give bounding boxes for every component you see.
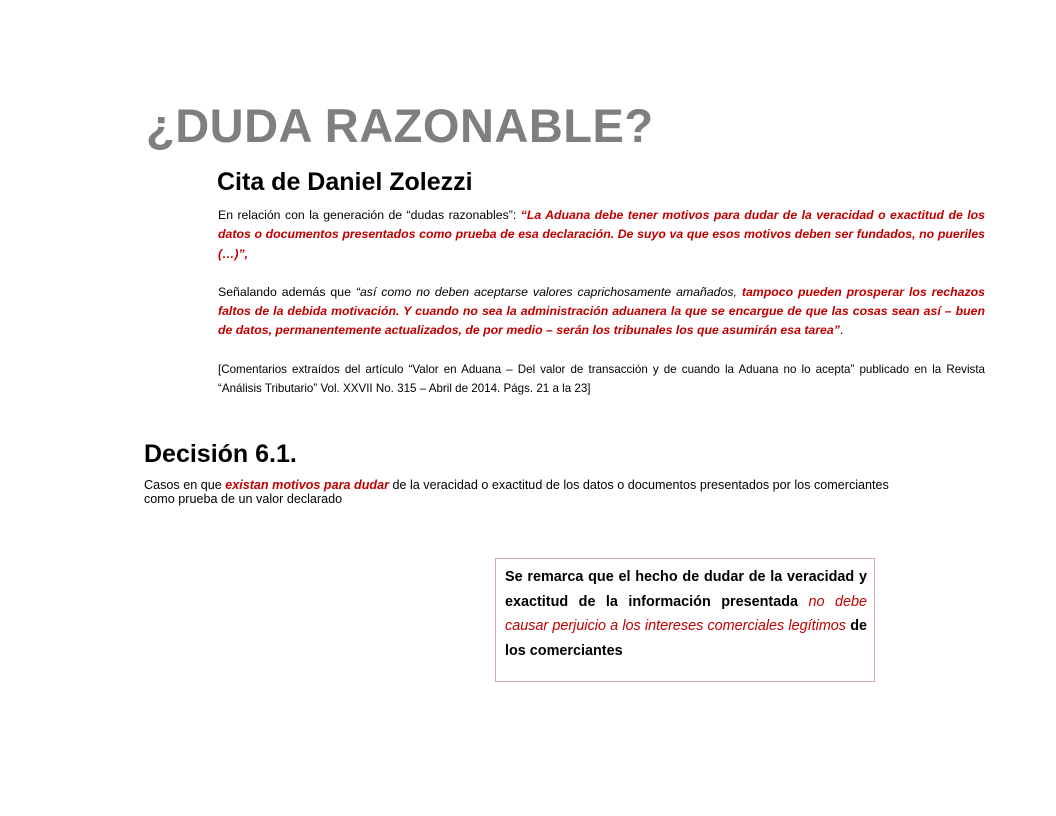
note-text bbox=[505, 565, 867, 663]
decision-text-before: Casos en que bbox=[144, 478, 226, 492]
decision-text-highlight: existan motivos para dudar bbox=[225, 478, 389, 492]
citation-paragraph-1 bbox=[218, 206, 985, 264]
citation-paragraph-2-quote-plain: “así como no deben aceptarse valores caprichosamente amañados, bbox=[355, 284, 742, 299]
citation-block bbox=[218, 206, 985, 398]
citation-paragraph-2-quote-red: tampoco pueden prosperar los rechazos faltos de la debida motivación. Y cuando no sea la administración aduanera la que se encargue de que las cosas sean así – buen de datos, permanentemente actualizados, de por medio – serán los tribunales los que asumirán esa tarea” bbox=[218, 284, 985, 338]
page-title: ¿DUDA RAZONABLE? bbox=[146, 99, 654, 152]
note-text-highlight: no debe causar perjuicio a los intereses comerciales legítimos bbox=[505, 593, 867, 634]
citation-paragraph-2-intro: Señalando además que bbox=[218, 284, 356, 299]
decision-text bbox=[144, 478, 914, 506]
paragraph-spacer bbox=[218, 341, 985, 360]
citation-reference: [Comentarios extraídos del artículo “Valor en Aduana – Del valor de transacción y de cuando la Aduana no lo acepta” publicado en la Revista “Análisis Tributario” Vol. XXVII No. 315 – Abril de 2014. Págs. 21 a la 23] bbox=[218, 362, 985, 396]
paragraph-spacer bbox=[218, 264, 985, 283]
decision-heading: Decisión 6.1. bbox=[144, 440, 297, 468]
citation-paragraph-1-quote: “La Aduana debe tener motivos para dudar de la veracidad o exactitud de los datos o documentos presentados como prueba de esa declaración. De suyo va que esos motivos deben ser fundados, no pueriles (…)”, bbox=[218, 208, 985, 261]
citation-paragraph-2-end: . bbox=[839, 323, 844, 338]
citation-paragraph-1-intro: En relación con la generación de “dudas razonables”: bbox=[218, 208, 521, 222]
decision-text-after: de la veracidad o exactitud de los datos o documentos presentados por los comerciantes como prueba de un valor declarado bbox=[144, 478, 889, 506]
citation-paragraph-2 bbox=[218, 283, 985, 341]
note-text-before: Se remarca que el hecho de dudar de la veracidad y exactitud de la información presentada bbox=[505, 569, 867, 610]
note-box bbox=[495, 558, 875, 682]
note-text-after: de los comerciantes bbox=[505, 618, 867, 659]
citation-heading: Cita de Daniel Zolezzi bbox=[217, 168, 473, 196]
